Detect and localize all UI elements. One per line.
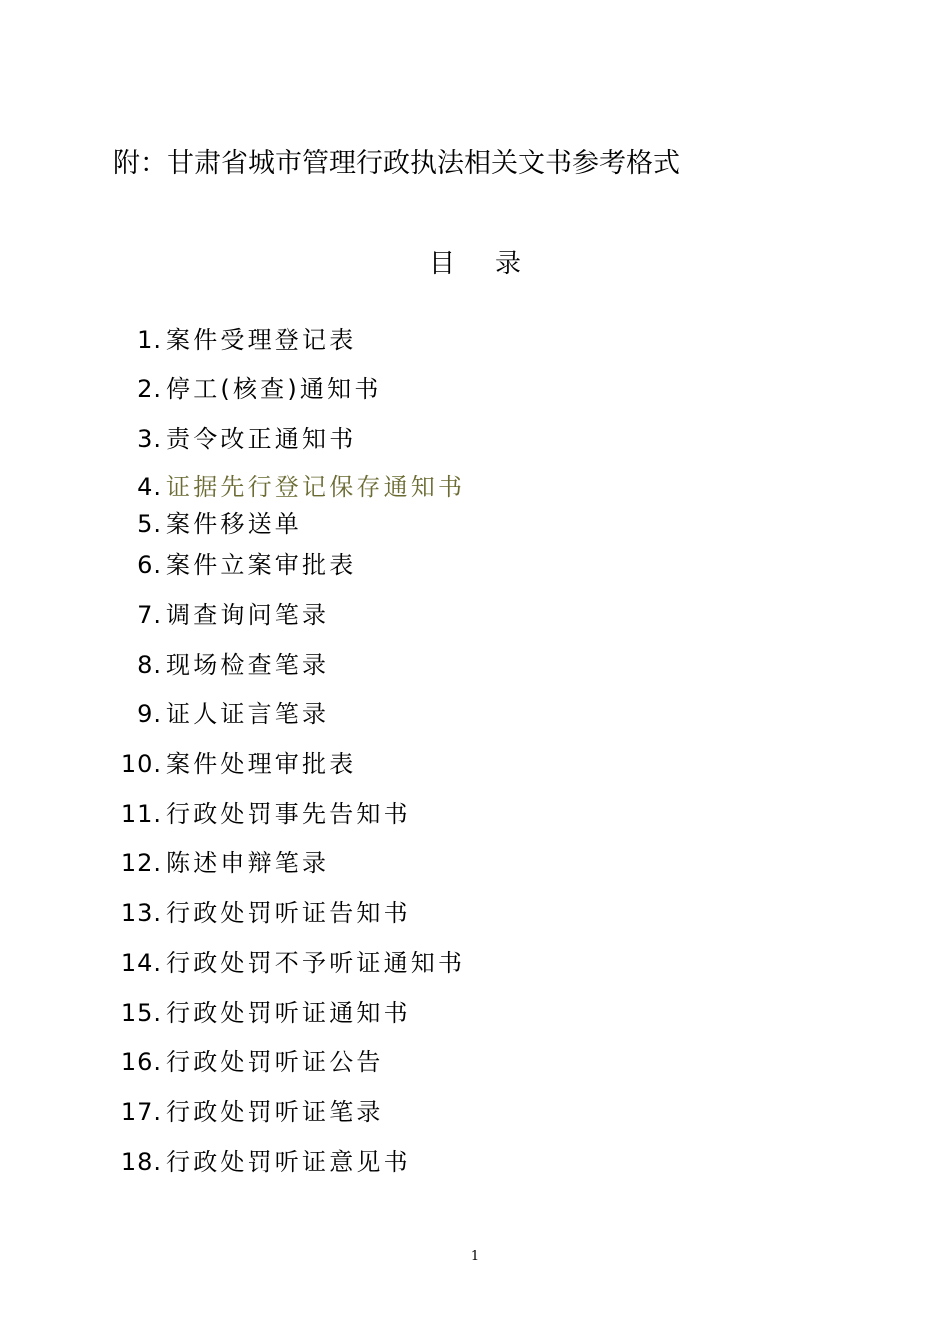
toc-item-text: 行政处罚事先告知书: [166, 800, 411, 828]
toc-item-number: 14.: [120, 949, 162, 977]
toc-item-text: 案件立案审批表: [166, 551, 357, 579]
toc-item-text: 行政处罚不予听证通知书: [166, 949, 466, 977]
toc-item-number: 2.: [137, 375, 162, 403]
toc-item-text: 行政处罚听证告知书: [166, 899, 411, 927]
toc-item-text: 现场检查笔录: [166, 651, 330, 679]
toc-item-text: 案件处理审批表: [166, 750, 357, 778]
toc-item-number: 1.: [137, 326, 162, 354]
toc-item-text: 案件移送单: [166, 510, 302, 538]
toc-item-number: 16.: [120, 1048, 162, 1076]
toc-item-number: 6.: [137, 551, 162, 579]
toc-item-text: 行政处罚听证公告: [166, 1048, 384, 1076]
toc-item-number: 3.: [137, 425, 162, 453]
toc-item-number: 13.: [120, 899, 162, 927]
toc-item-number: 15.: [120, 999, 162, 1027]
toc-item-text: 证据先行登记保存通知书: [166, 473, 466, 501]
toc-item-text: 证人证言笔录: [166, 700, 330, 728]
page-title: 附：甘肃省城市管理行政执法相关文书参考格式: [113, 148, 680, 179]
toc-item-number: 10.: [120, 750, 162, 778]
toc-item-number: 17.: [120, 1098, 162, 1126]
toc-item-text: 行政处罚听证意见书: [166, 1148, 411, 1176]
toc-heading: 目录: [428, 249, 561, 279]
toc-item-number: 5.: [137, 510, 162, 538]
page-number: 1: [470, 1249, 480, 1264]
toc-item-text: 调查询问笔录: [166, 601, 330, 629]
toc-item-text: 停工(核查)通知书: [166, 375, 382, 403]
toc-item-number: 18.: [120, 1148, 162, 1176]
toc-item-number: 12.: [120, 849, 162, 877]
toc-item-text: 责令改正通知书: [166, 425, 357, 453]
toc-item-text: 陈述申辩笔录: [166, 849, 330, 877]
toc-item-text: 行政处罚听证通知书: [166, 999, 411, 1027]
toc-item-number: 9.: [137, 700, 162, 728]
toc-item-number: 11.: [120, 800, 162, 828]
toc-item-text: 案件受理登记表: [166, 326, 357, 354]
toc-item-number: 4.: [137, 473, 162, 501]
toc-item-number: 8.: [137, 651, 162, 679]
toc-item-number: 7.: [137, 601, 162, 629]
toc-item-text: 行政处罚听证笔录: [166, 1098, 384, 1126]
